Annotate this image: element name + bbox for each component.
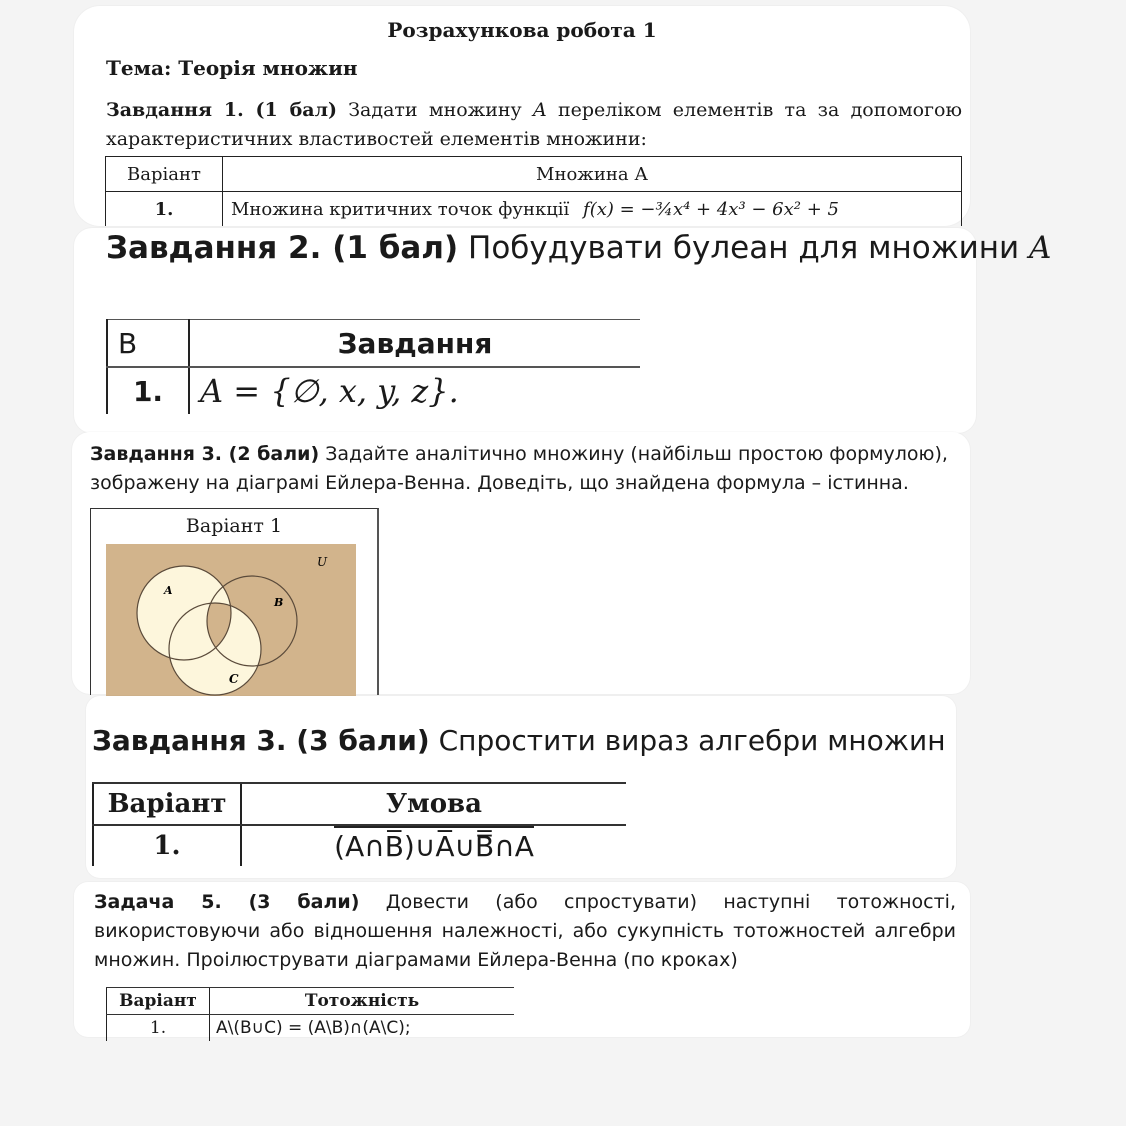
task1-header-variant: Варіант [106, 157, 223, 192]
task2-text [106, 230, 1051, 266]
task1-card [74, 6, 970, 226]
task5-row-formula: A\(B∪C) = (A\B)∩(A\C); [210, 1015, 515, 1042]
venn-label-u: U [317, 555, 328, 569]
task3-card [72, 432, 970, 694]
task2-card [74, 228, 1052, 433]
task1-row-variant: 1. [106, 192, 223, 227]
task1-table [105, 156, 962, 226]
task5-text [94, 888, 956, 975]
venn-label-a: A [164, 584, 173, 597]
task1-set-var: A [532, 99, 547, 121]
task1-label: Завдання 1. (1 бал) [106, 99, 337, 121]
task4-card [86, 696, 956, 878]
task1-row-formula: f(x) = −¾x⁴ + 4x³ − 6x² + 5 [583, 198, 839, 220]
task3-text [90, 440, 970, 498]
task2-header-variant: В [107, 320, 189, 368]
task5-label: Задача 5. (3 бали) [94, 891, 360, 913]
task1-header-set: Множина А [223, 157, 962, 192]
task2-row-formula: A = {∅, x, y, z}. [189, 367, 640, 414]
task5-row-variant: 1. [107, 1015, 210, 1042]
task5-table [106, 987, 514, 1041]
venn-label-c: C [229, 672, 239, 686]
page-title: Розрахункова робота 1 [387, 18, 657, 42]
task3-label: Завдання 3. (2 бали) [90, 443, 320, 465]
task1-text-a: Задати множину [336, 99, 533, 121]
task4-table [92, 782, 626, 866]
task4-text [92, 724, 946, 757]
task2-table [106, 319, 640, 414]
venn-title: Варіант 1 [185, 515, 283, 537]
task4-header-variant: Варіант [93, 783, 241, 825]
task5-header-identity: Тотожність [210, 988, 515, 1015]
task2-label: Завдання 2. (1 бал) [106, 230, 459, 266]
venn-label-b: B [274, 596, 284, 609]
task5-card [74, 882, 970, 1037]
task1-text [106, 96, 962, 154]
task5-header-variant: Варіант [107, 988, 210, 1015]
task1-text-b: переліком елементів та за допомогою характеристичних властивостей елементів множини: [106, 99, 962, 150]
task5-text-body: Довести (або спростувати) наступні тотожності, використовуючи або відношення належності, або сукупність тотожностей алгебри множин. Проілюструвати діаграмами Ейлера-Венна (по кроках) [94, 891, 956, 971]
task4-row-variant: 1. [93, 825, 241, 866]
task4-row-formula: (A∩B̅)∪A̅∪B̿∩A [334, 826, 534, 863]
task4-header-condition: Умова [241, 783, 626, 825]
task2-header-task: Завдання [189, 320, 640, 368]
task2-row-variant: 1. [107, 367, 189, 414]
venn-diagram-frame [90, 508, 379, 695]
theme-heading: Тема: Теорія множин [106, 56, 358, 80]
task1-row-content [223, 192, 962, 227]
venn-diagram [106, 544, 356, 696]
task2-set-var: A [1029, 230, 1052, 266]
task4-text-body: Спростити вираз алгебри множин [429, 724, 946, 757]
task4-row-formula-cell [241, 825, 626, 866]
task2-text-body: Побудувати булеан для множини [458, 230, 1030, 266]
task1-row-text: Множина критичних точок функції [231, 198, 570, 220]
task4-label: Завдання 3. (3 бали) [92, 724, 430, 757]
task3-text-body: Задайте аналітично множину (найбільш простою формулою), зображену на діаграмі Ейлера-Венна. Доведіть, що знайдена формула – істинна. [90, 443, 948, 494]
